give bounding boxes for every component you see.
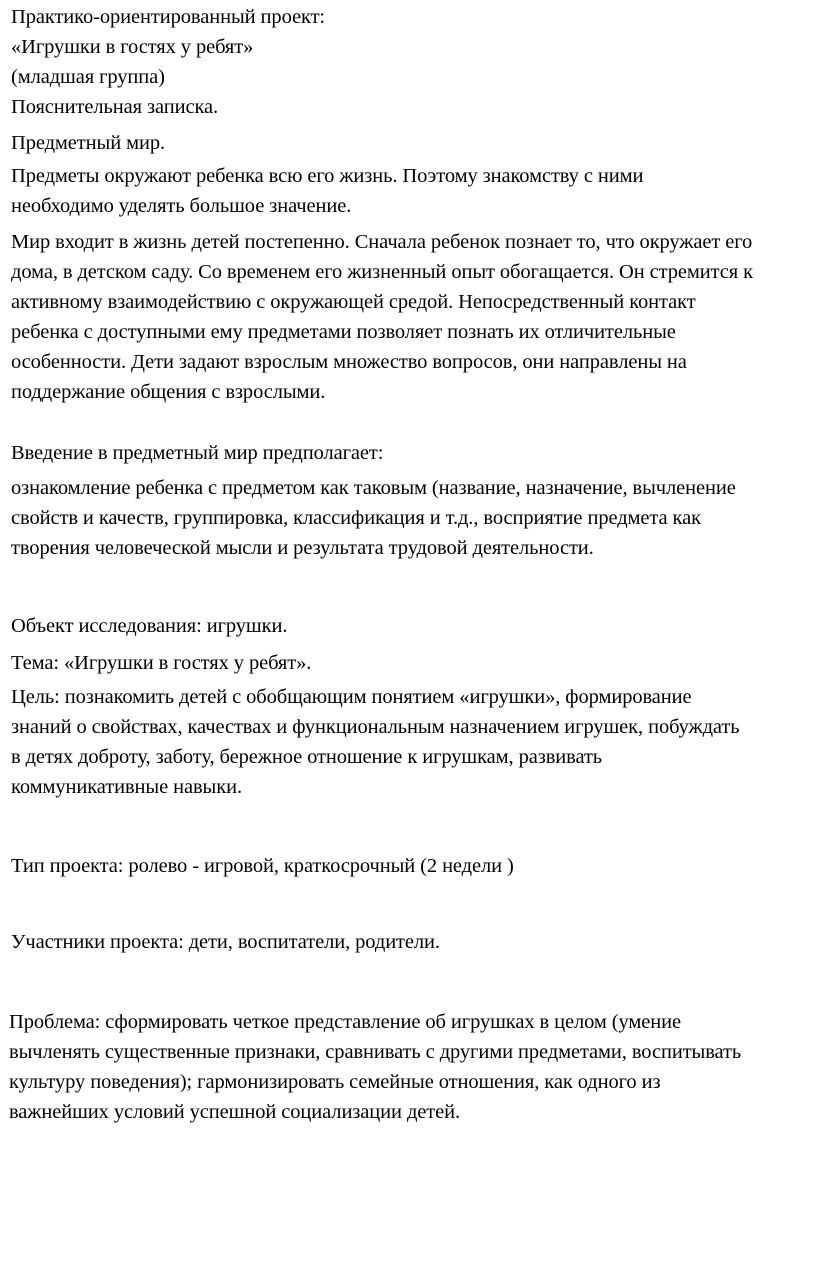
paragraph-line: Цель: познакомить детей с обобщающим понятием «игрушки», формирование (11, 686, 692, 708)
intro-heading (11, 438, 801, 468)
paragraph-line: ребенка с доступными ему предметами позволяет познать их отличительные (11, 321, 676, 343)
paragraph-line: знаний о свойствах, качествах и функциональным назначением игрушек, побуждать (11, 716, 740, 738)
project-type-text: Тип проекта: ролево - игровой, краткосрочный (2 недели ) (11, 855, 514, 877)
paragraph-line: поддержание общения с взрослыми. (11, 381, 326, 403)
project-theme-text: Тема: «Игрушки в гостях у ребят». (11, 652, 312, 674)
paragraph-line: дома, в детском саду. Со временем его жизненный опыт обогащается. Он стремится к (11, 261, 753, 283)
paragraph-line: коммуникативные навыки. (11, 776, 242, 798)
paragraph-line: культуру поведения); гармонизировать семейные отношения, как одного из (9, 1071, 661, 1093)
subject-world-text: Предметный мир. (11, 132, 166, 154)
paragraph-line: активному взаимодействию с окружающей средой. Непосредственный контакт (11, 291, 696, 313)
project-participants-text: Участники проекта: дети, воспитатели, родители. (11, 931, 440, 953)
paragraph-line: вычленять существенные признаки, сравнивать с другими предметами, воспитывать (9, 1041, 742, 1063)
paragraph-line: в детях доброту, заботу, бережное отношение к игрушкам, развивать (11, 746, 603, 768)
project-type (11, 851, 801, 881)
paragraph-line: ознакомление ребенка с предметом как таковым (название, назначение, вычленение (11, 477, 736, 499)
paragraph-world (11, 227, 801, 407)
project-goal (11, 682, 801, 802)
title-line: Практико-ориентированный проект: (11, 6, 326, 28)
subject-world-heading (11, 128, 801, 158)
intro-heading-text: Введение в предметный мир предполагает: (11, 442, 384, 464)
paragraph-line: особенности. Дети задают взрослым множество вопросов, они направлены на (11, 351, 687, 373)
paragraph-line: Проблема: сформировать четкое представление об игрушках в целом (умение (9, 1011, 681, 1033)
project-title-block (11, 2, 801, 122)
title-line: Пояснительная записка. (11, 96, 219, 118)
paragraph-line: творения человеческой мысли и результата трудовой деятельности. (11, 537, 594, 559)
title-line: (младшая группа) (11, 66, 165, 88)
project-participants (11, 927, 801, 957)
research-object (11, 611, 801, 641)
research-object-text: Объект исследования: игрушки. (11, 615, 288, 637)
paragraph-line: Мир входит в жизнь детей постепенно. Сначала ребенок познает то, что окружает его (11, 231, 753, 253)
title-line: «Игрушки в гостях у ребят» (11, 36, 254, 58)
paragraph-line: важнейших условий успешной социализации детей. (9, 1101, 461, 1123)
paragraph-line: необходимо уделять большое значение. (11, 195, 352, 217)
paragraph-objects (11, 161, 801, 221)
paragraph-line: Предметы окружают ребенка всю его жизнь. Поэтому знакомству с ними (11, 165, 644, 187)
project-problem (9, 1007, 799, 1127)
paragraph-intro (11, 473, 801, 563)
project-theme (11, 648, 801, 678)
paragraph-line: свойств и качеств, группировка, классификация и т.д., восприятие предмета как (11, 507, 701, 529)
